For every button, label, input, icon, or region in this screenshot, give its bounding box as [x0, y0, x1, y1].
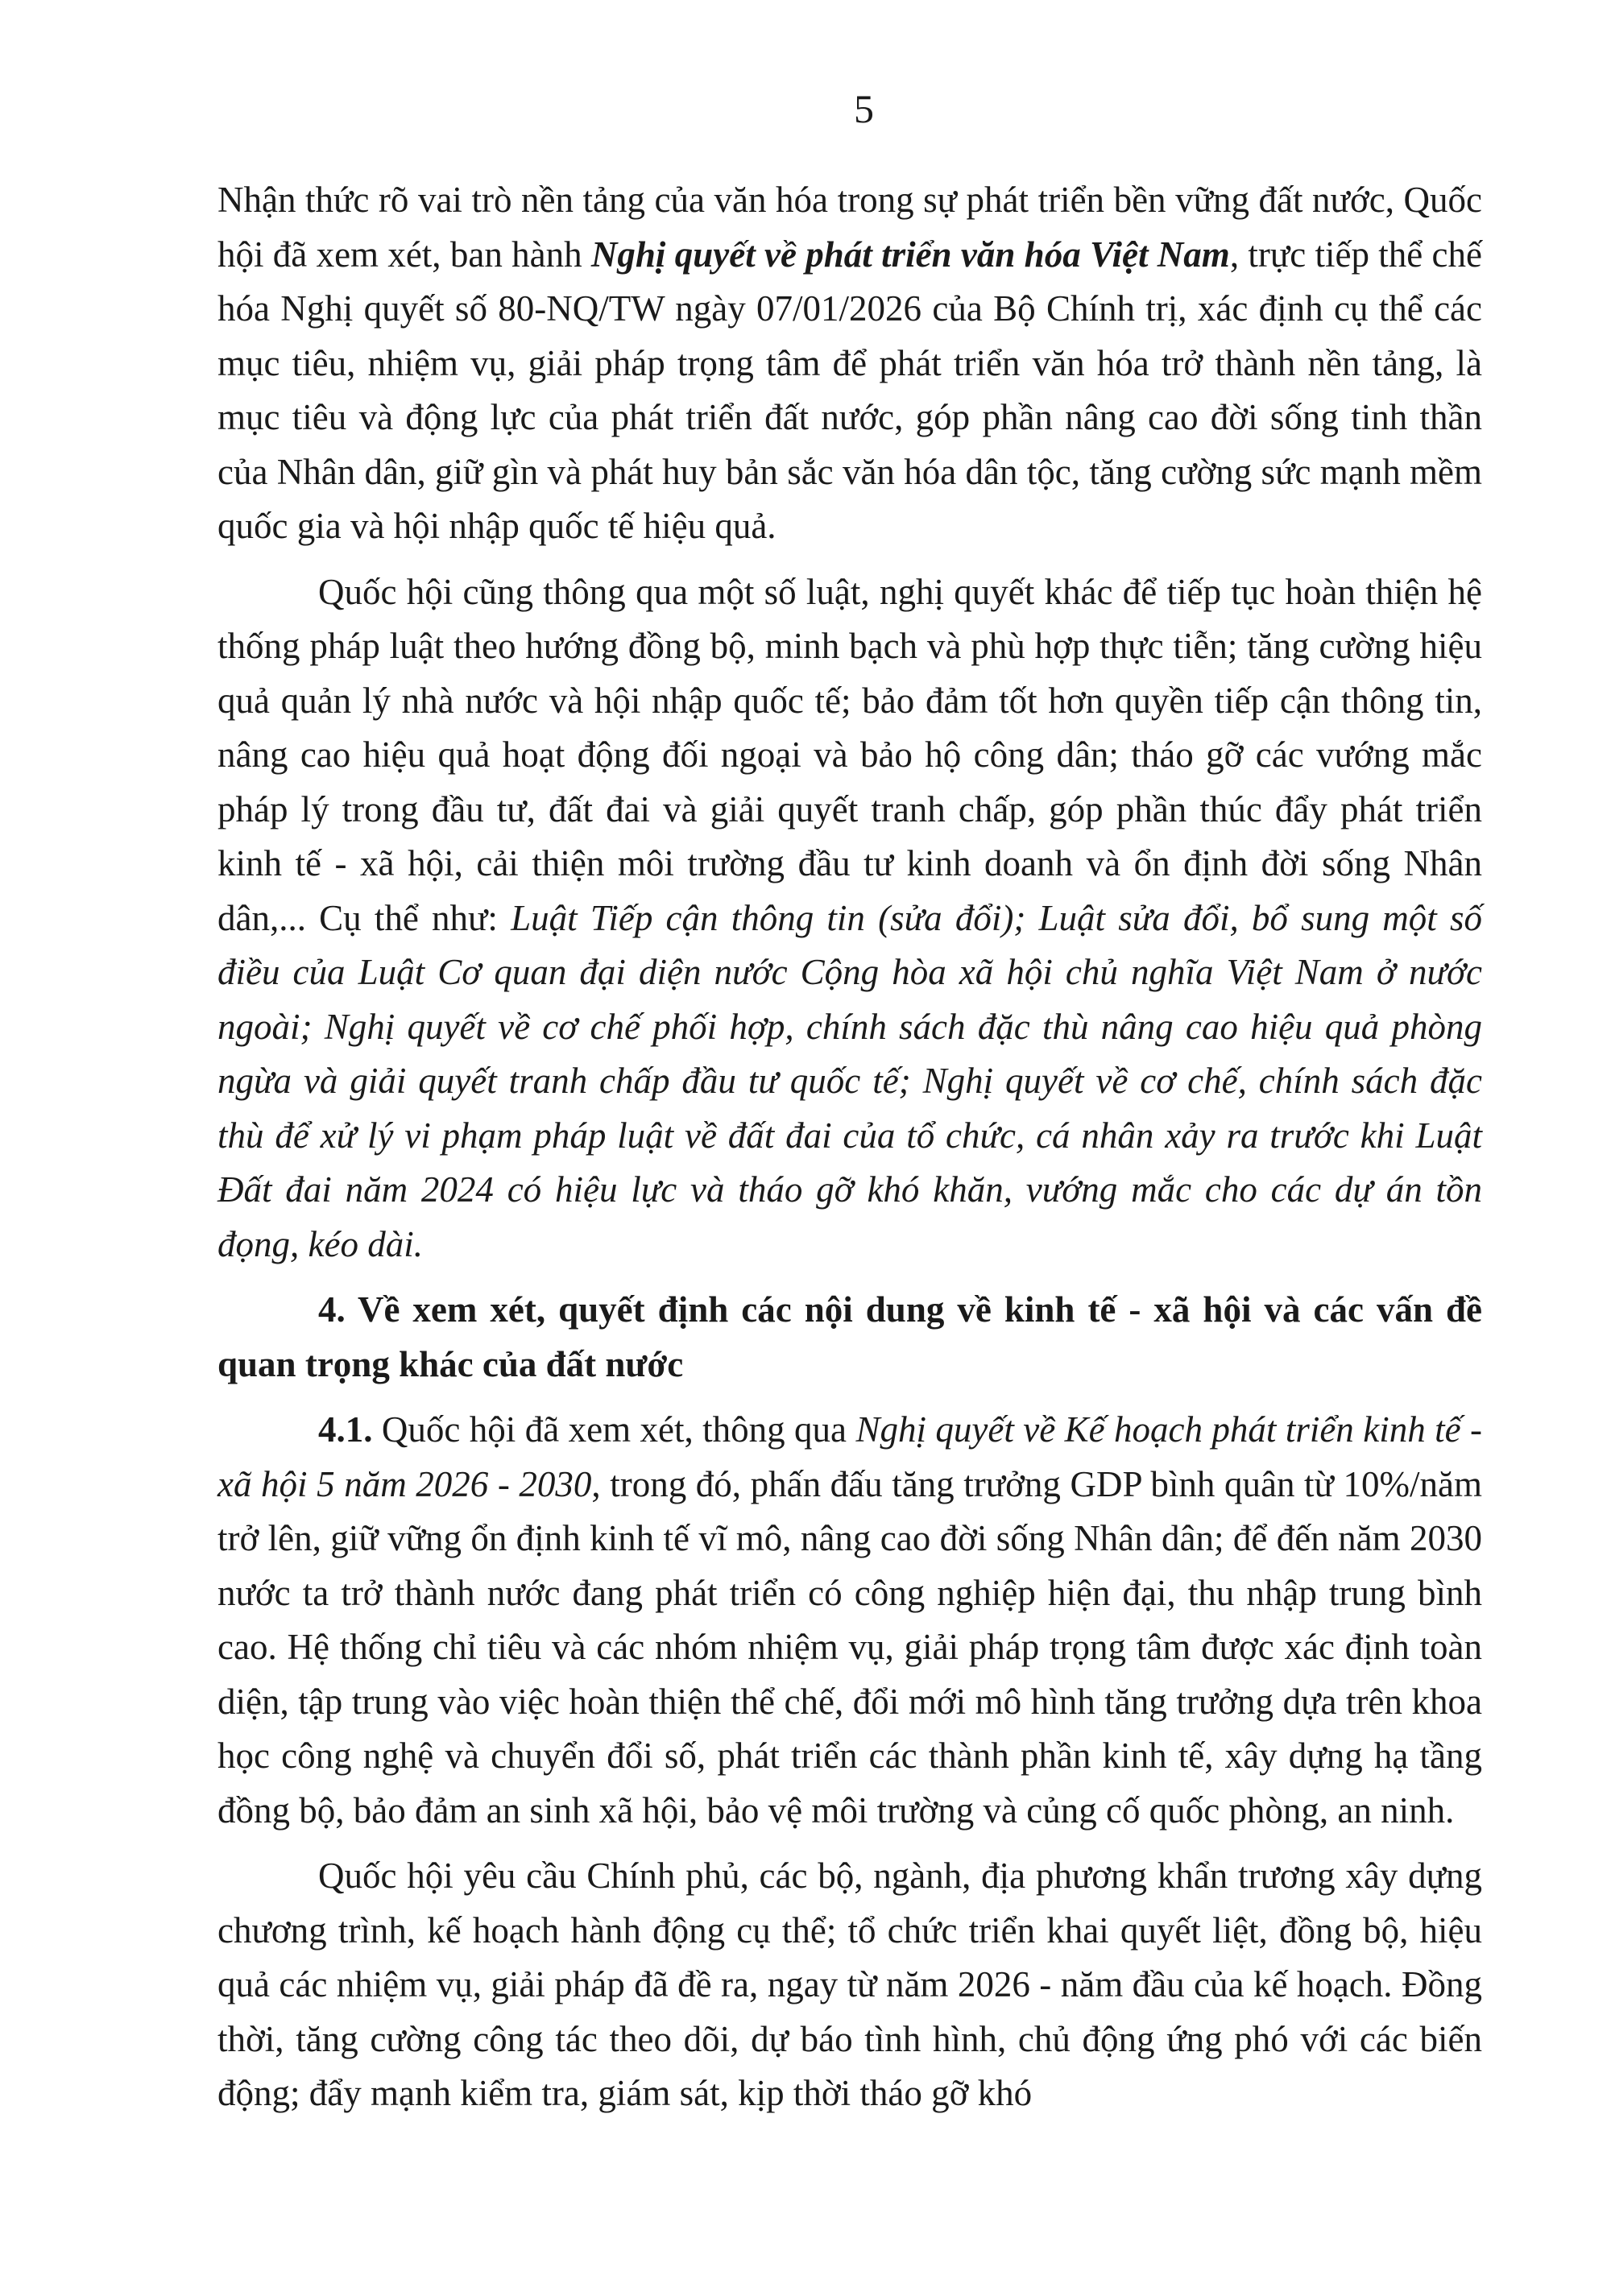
paragraph-text: Quốc hội cũng thông qua một số luật, nghị quyết khác để tiếp tục hoàn thiện hệ thống pháp luật theo hướng đồng bộ, minh bạch và phù hợp thực tiễn; tăng cường hiệu quả quản lý nhà nước và hội nhập quốc tế; bảo đảm tốt hơn quyền tiếp cận thông tin, nâng cao hiệu quả hoạt động đối ngoại và bảo hộ công dân; tháo gỡ các vướng mắc pháp lý trong đầu tư, đất đai và giải quyết tranh chấp, góp phần thúc đẩy phát triển kinh tế - xã hội, cải thiện môi trường đầu tư kinh doanh và ổn định đời sống Nhân dân,... Cụ thể như:: [217, 571, 1482, 938]
paragraph-text: Nhận thức rõ vai trò nền tảng của văn hóa trong sự phát triển bền vững đất nước, Quốc hội đã xem xét, ban hành: [217, 180, 1482, 275]
resolution-title: Nghị quyết về Kế hoạch phát triển kinh tế - xã hội 5 năm 2026 - 2030: [217, 1409, 1482, 1504]
paragraph-text: Quốc hội đã xem xét, thông qua: [372, 1409, 856, 1450]
paragraph-culture-resolution: [217, 173, 1482, 554]
section-heading-4: 4. Về xem xét, quyết định các nội dung về kinh tế - xã hội và các vấn đề quan trọng khác của đất nước: [217, 1289, 1482, 1384]
paragraph-text: , trong đó, phấn đấu tăng trưởng GDP bình quân từ 10%/năm trở lên, giữ vững ổn định kinh tế vĩ mô, nâng cao đời sống Nhân dân; để đến năm 2030 nước ta trở thành nước đang phát triển có công nghiệp hiện đại, thu nhập trung bình cao. Hệ thống chỉ tiêu và các nhóm nhiệm vụ, giải pháp trọng tâm được xác định toàn diện, tập trung vào việc hoàn thiện thể chế, đổi mới mô hình tăng trưởng dựa trên khoa học công nghệ và chuyển đổi số, phát triển các thành phần kinh tế, xây dựng hạ tầng đồng bộ, bảo đảm an sinh xã hội, bảo vệ môi trường và củng cố quốc phòng, an ninh.: [217, 1463, 1482, 1831]
law-list: Luật Tiếp cận thông tin (sửa đổi); Luật sửa đổi, bổ sung một số điều của Luật Cơ quan đại diện nước Cộng hòa xã hội chủ nghĩa Việt Nam ở nước ngoài; Nghị quyết về cơ chế phối hợp, chính sách đặc thù nâng cao hiệu quả phòng ngừa và giải quyết tranh chấp đầu tư quốc tế; Nghị quyết về cơ chế, chính sách đặc thù để xử lý vi phạm pháp luật về đất đai của tổ chức, cá nhân xảy ra trước khi Luật Đất đai năm 2024 có hiệu lực và tháo gỡ khó khăn, vướng mắc cho các dự án tồn đọng, kéo dài.: [217, 897, 1483, 1264]
resolution-title: Nghị quyết về phát triển văn hóa Việt Nam: [590, 234, 1230, 275]
page-number: 5: [854, 86, 874, 131]
paragraph-text: , trực tiếp thể chế hóa Nghị quyết số 80-NQ/TW ngày 07/01/2026 của Bộ Chính trị, xác định cụ thể các mục tiêu, nhiệm vụ, giải pháp trọng tâm để phát triển văn hóa trở thành nền tảng, là mục tiêu và động lực của phát triển đất nước, góp phần nâng cao đời sống tinh thần của Nhân dân, giữ gìn và phát huy bản sắc văn hóa dân tộc, tăng cường sức mạnh mềm quốc gia và hội nhập quốc tế hiệu quả.: [217, 234, 1482, 546]
paragraph-4-1: [217, 1403, 1482, 1838]
paragraph-other-laws: [217, 565, 1482, 1272]
section-number-4-1: 4.1.: [318, 1409, 373, 1450]
document-body: [217, 173, 1482, 2121]
paragraph-government-request: Quốc hội yêu cầu Chính phủ, các bộ, ngành, địa phương khẩn trương xây dựng chương trình, kế hoạch hành động cụ thể; tổ chức triển khai quyết liệt, đồng bộ, hiệu quả các nhiệm vụ, giải pháp đã đề ra, ngay từ năm 2026 - năm đầu của kế hoạch. Đồng thời, tăng cường công tác theo dõi, dự báo tình hình, chủ động ứng phó với các biến động; đẩy mạnh kiểm tra, giám sát, kịp thời tháo gỡ khó: [217, 1855, 1482, 2113]
